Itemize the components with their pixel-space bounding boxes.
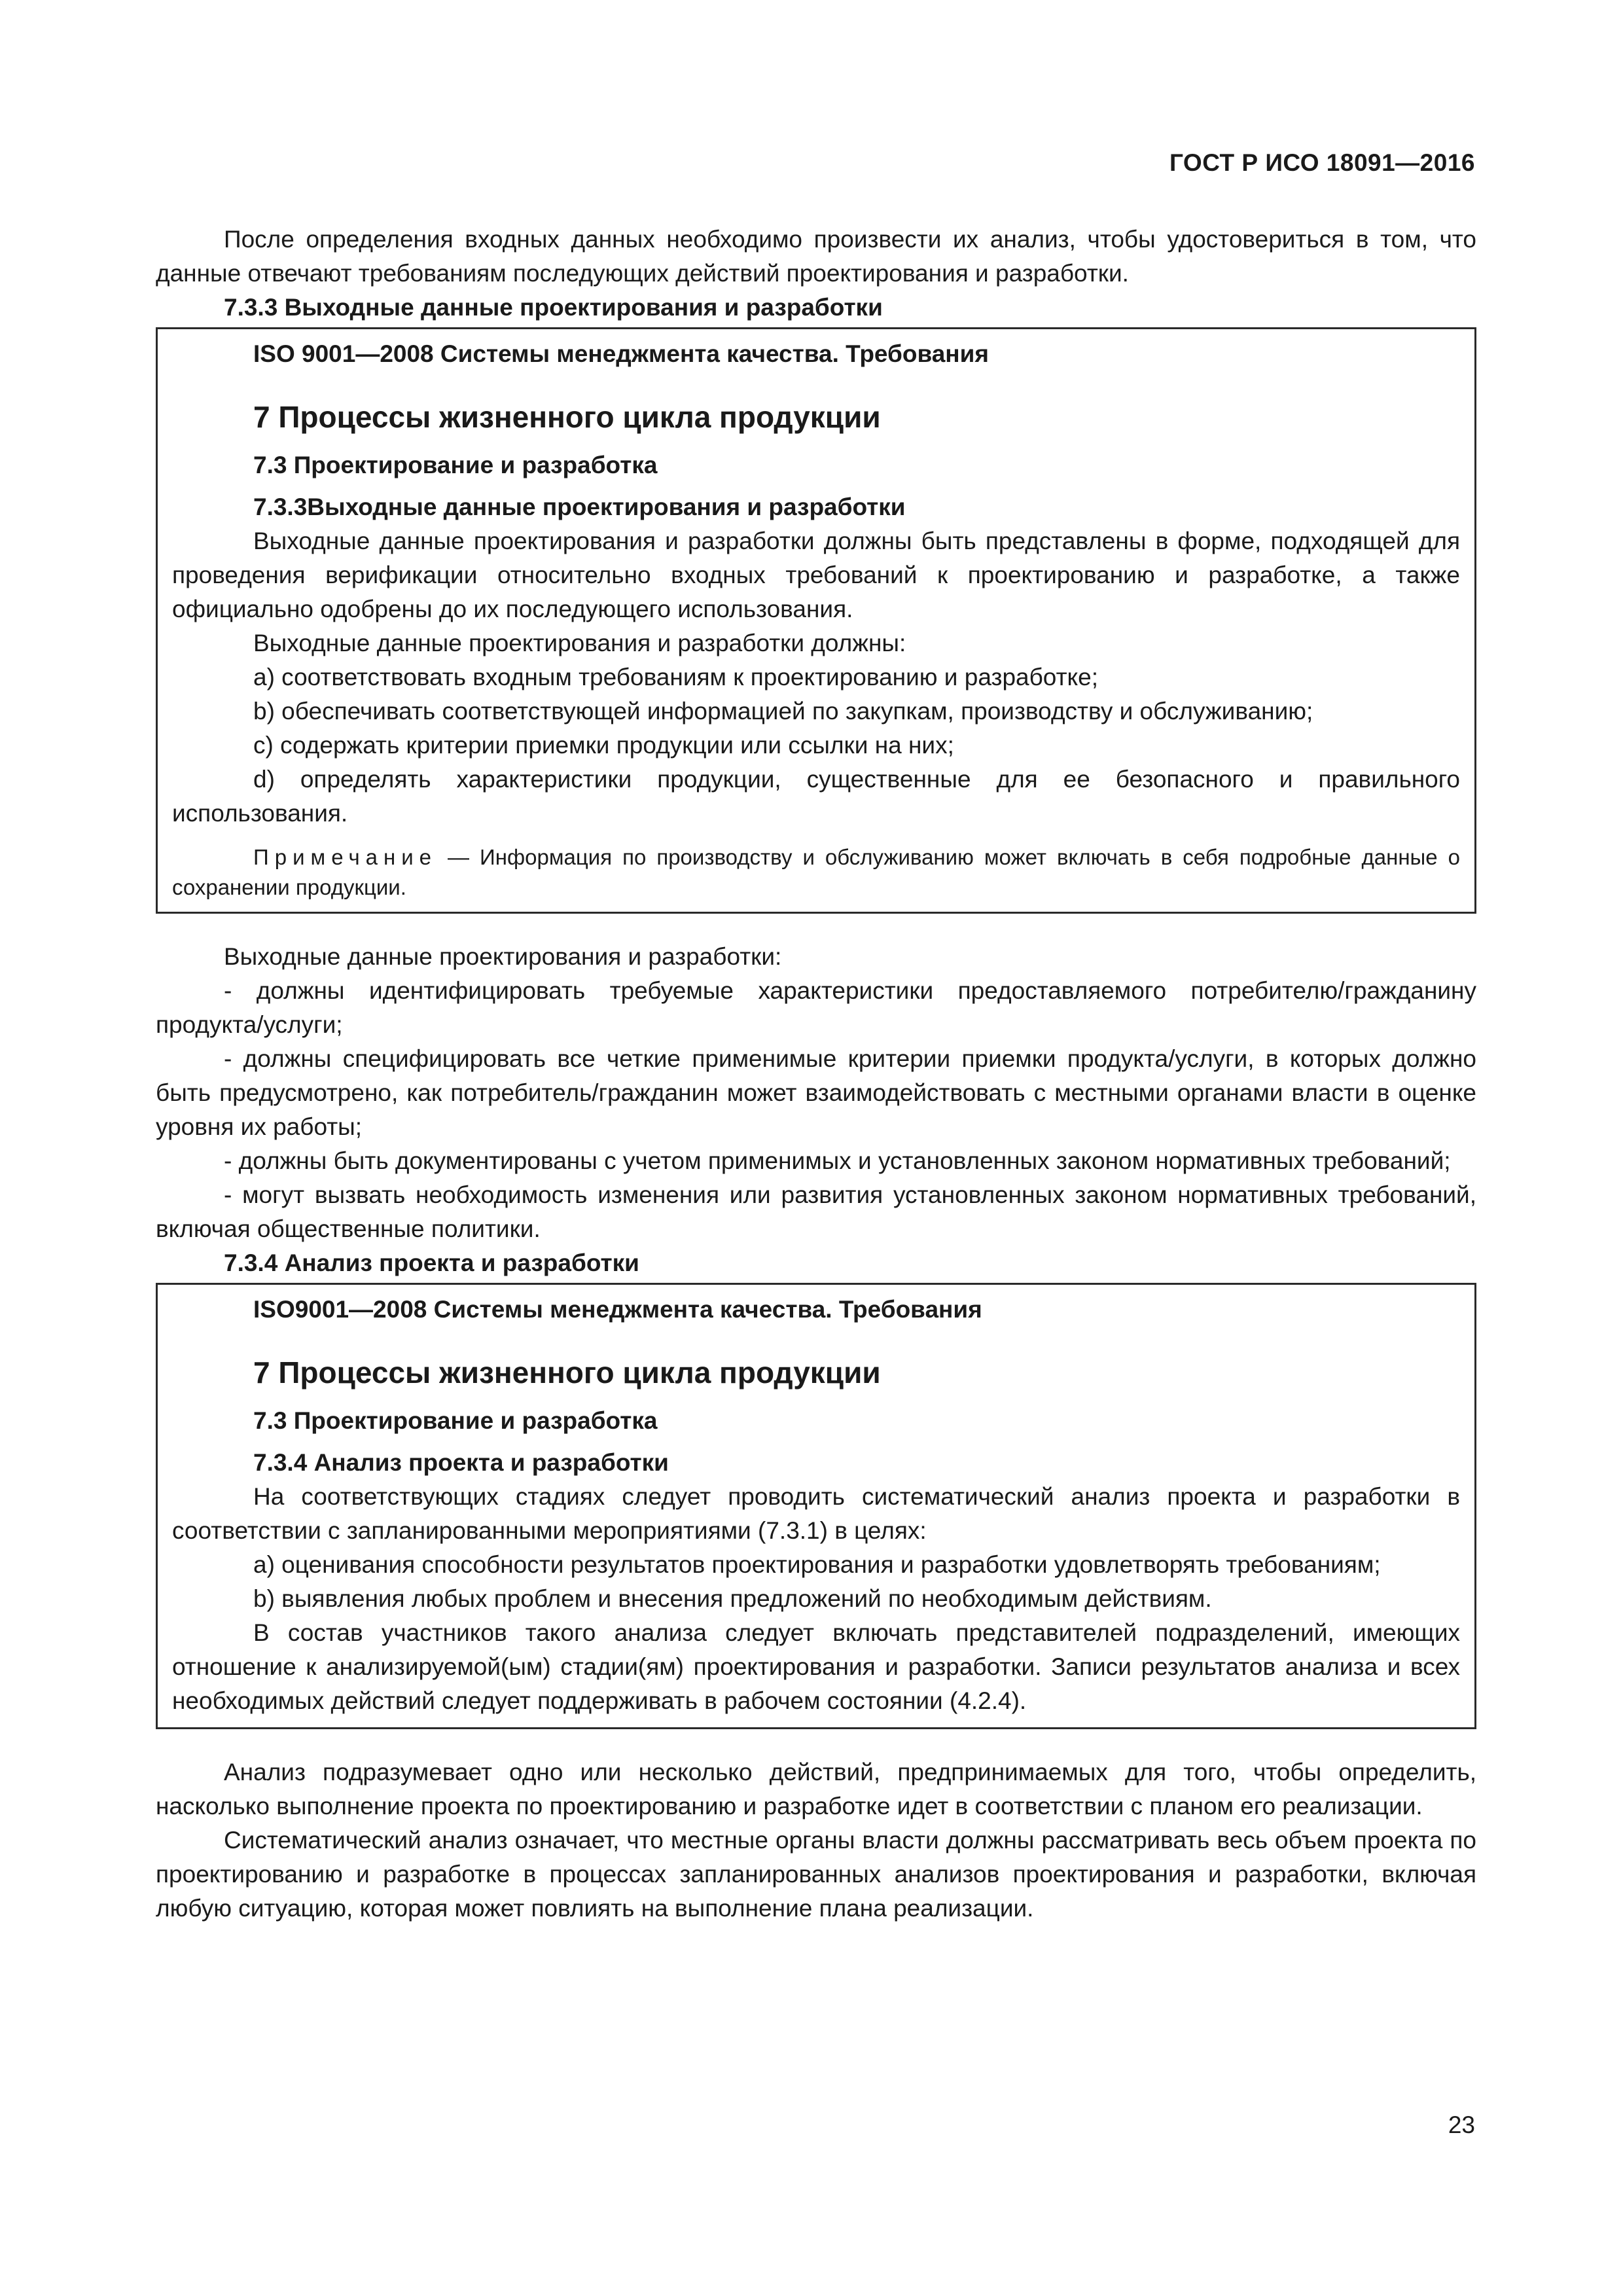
standard-header: ГОСТ Р ИСО 18091—2016 bbox=[1169, 149, 1475, 176]
box1-list-item-d: d) определять характеристики продукции, существенные для ее безопасного и правильного использования. bbox=[172, 766, 1460, 827]
outputs-item-3: - должны быть документированы с учетом применимых и установленных законом нормативных требований; bbox=[224, 1147, 1451, 1174]
closing-paragraph-1: Анализ подразумевает одно или несколько действий, предпринимаемых для того, чтобы определить, насколько выполнение проекта по проектированию и разработке идет в соответствии с планом его реализации. bbox=[156, 1759, 1476, 1820]
closing-paragraph-2: Систематический анализ означает, что местные органы власти должны рассматривать весь объем проекта по проектированию и разработке в процессах запланированных анализов проектирования и разработки, включая любую ситуацию, которая может повлиять на выполнение плана реализации. bbox=[156, 1827, 1476, 1922]
box1-standard-title: ISO 9001—2008 Системы менеджмента качества. Требования bbox=[253, 340, 989, 367]
box1-chapter-heading: 7 Процессы жизненного цикла продукции bbox=[253, 400, 881, 434]
quote-box-iso-7-3-3 bbox=[156, 327, 1476, 914]
page-content bbox=[156, 223, 1476, 1926]
quote-box-iso-7-3-4 bbox=[156, 1283, 1476, 1729]
intro-paragraph: После определения входных данных необходимо произвести их анализ, чтобы удостовериться в том, что данные отвечают требованиям последующих действий проектирования и разработки. bbox=[156, 226, 1476, 287]
note-text: — Информация по производству и обслуживанию может включать в себя подробные данные о сохранении продукции. bbox=[172, 845, 1460, 899]
box1-list-item-a: a) соответствовать входным требованиям к проектированию и разработке; bbox=[253, 664, 1098, 691]
box1-section-heading: 7.3 Проектирование и разработка bbox=[253, 452, 658, 478]
box1-list-item-b: b) обеспечивать соответствующей информацией по закупкам, производству и обслуживанию; bbox=[253, 698, 1313, 725]
section-heading-7-3-3: 7.3.3 Выходные данные проектирования и разработки bbox=[224, 294, 883, 321]
page-number: 23 bbox=[1448, 2111, 1475, 2138]
box1-note bbox=[172, 842, 1460, 903]
box2-list-item-a: a) оценивания способности результатов проектирования и разработки удовлетворять требованиям; bbox=[253, 1551, 1381, 1578]
outputs-lead: Выходные данные проектирования и разработки: bbox=[224, 943, 782, 970]
box2-paragraph-1: На соответствующих стадиях следует проводить систематический анализ проекта и разработки в соответствии с запланированными мероприятиями (7.3.1) в целях: bbox=[172, 1483, 1460, 1544]
note-label: Примечание bbox=[253, 845, 438, 869]
box2-paragraph-2: В состав участников такого анализа следует включать представителей подразделений, имеющих отношение к анализируемой(ым) стадии(ям) проектирования и разработки. Записи результатов анализа и всех необходимых действий следует поддерживать в рабочем состоянии (4.2.4). bbox=[172, 1619, 1460, 1714]
box1-paragraph-1: Выходные данные проектирования и разработки должны быть представлены в форме, подходящей для проведения верификации относительно входных требований к проектированию и разработке, а также официально одобрены до их последующего использования. bbox=[172, 528, 1460, 622]
outputs-item-4: - могут вызвать необходимость изменения или развития установленных законом нормативных требований, включая общественные политики. bbox=[156, 1181, 1476, 1242]
box1-paragraph-2: Выходные данные проектирования и разработки должны: bbox=[253, 630, 906, 656]
outputs-item-2: - должны специфицировать все четкие применимые критерии приемки продукта/услуги, в которых должно быть предусмотрено, как потребитель/гражданин может взаимодействовать с местными органами власти в оценке уровня их работы; bbox=[156, 1045, 1476, 1140]
section-heading-7-3-4: 7.3.4 Анализ проекта и разработки bbox=[224, 1249, 639, 1276]
box1-list-item-c: c) содержать критерии приемки продукции или ссылки на них; bbox=[253, 732, 954, 759]
box2-subsection-heading: 7.3.4 Анализ проекта и разработки bbox=[253, 1449, 669, 1476]
outputs-item-1: - должны идентифицировать требуемые характеристики предоставляемого потребителю/гражданину продукта/услуги; bbox=[156, 977, 1476, 1038]
box1-subsection-heading: 7.3.3Выходные данные проектирования и разработки bbox=[253, 493, 906, 520]
box2-standard-title: ISO9001—2008 Системы менеджмента качества. Требования bbox=[253, 1296, 982, 1323]
box2-chapter-heading: 7 Процессы жизненного цикла продукции bbox=[253, 1355, 881, 1390]
box2-list-item-b: b) выявления любых проблем и внесения предложений по необходимым действиям. bbox=[253, 1585, 1212, 1612]
box2-section-heading: 7.3 Проектирование и разработка bbox=[253, 1407, 658, 1434]
